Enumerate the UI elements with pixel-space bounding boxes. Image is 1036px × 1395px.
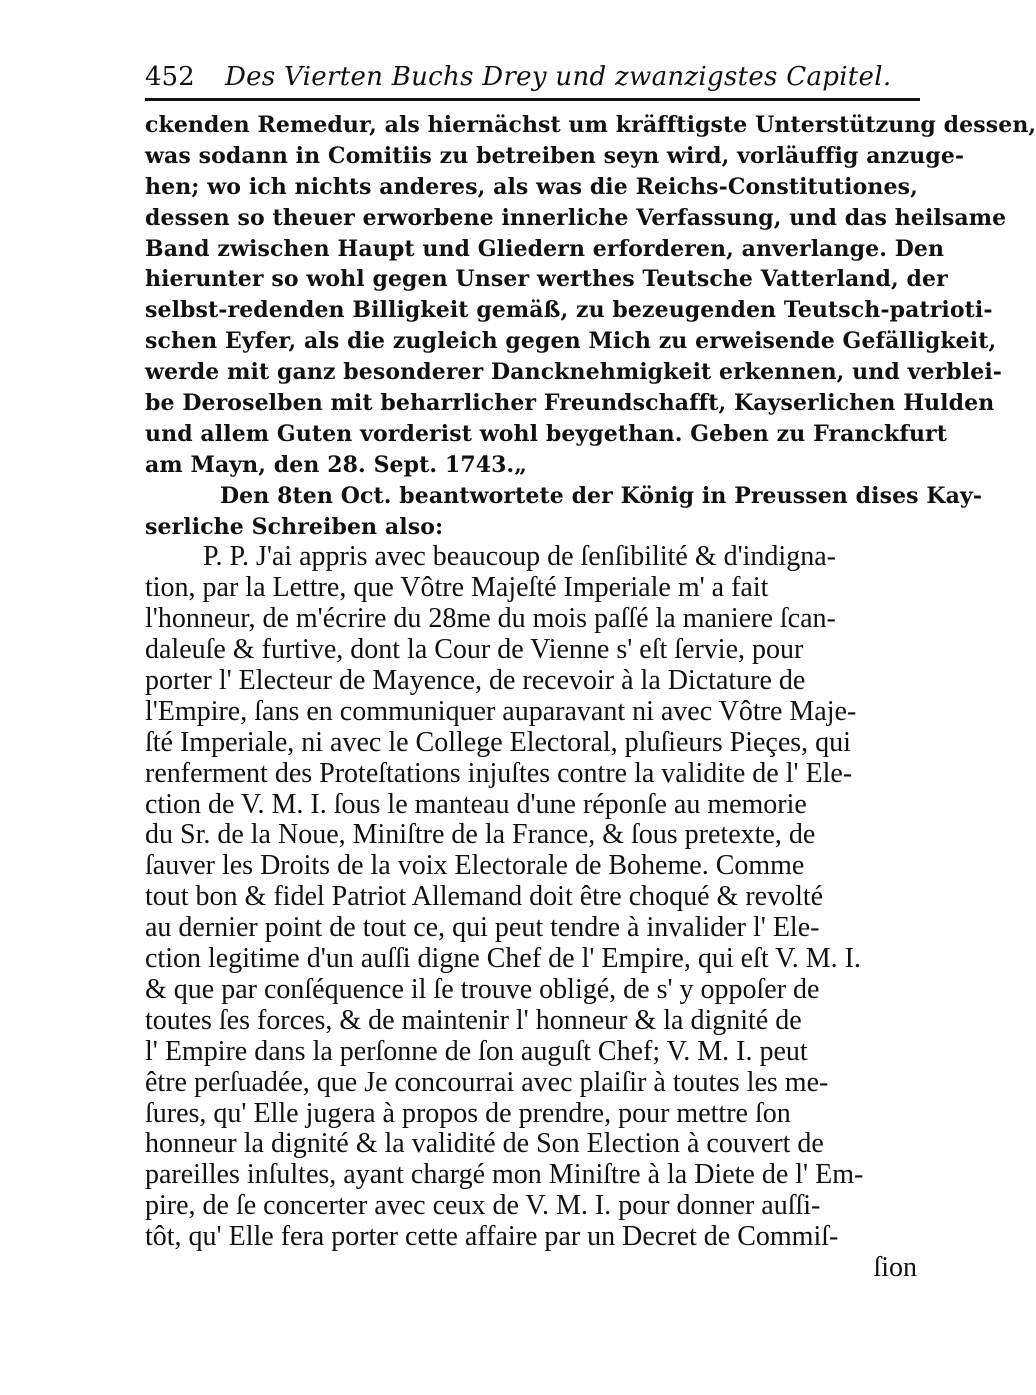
text-line: dessen so theuer erworbene innerliche Verfassung, und das heilsame <box>145 204 1007 231</box>
page-header <box>145 58 925 98</box>
text-line: tout bon & fidel Patriot Allemand doit être choqué & revolté <box>145 881 824 913</box>
text-line: selbst-redenden Billigkeit gemäß, zu bezeugenden Teutsch-patrioti- <box>145 297 993 324</box>
text-line: be Deroselben mit beharrlicher Freundschafft, Kayserlichen Hulden <box>145 390 995 417</box>
text-line: porter l' Electeur de Mayence, de recevoir à la Dictature de <box>145 665 806 697</box>
text-line: tion, par la Lettre, que Vôtre Majeſté Imperiale m' a fait <box>145 572 769 604</box>
text-line: pire, de ſe concerter avec ceux de V. M. I. pour donner auſſi- <box>145 1190 821 1222</box>
text-line: l'Empire, ſans en communiquer auparavant ni avec Vôtre Maje- <box>145 695 857 727</box>
body-text <box>145 110 1036 1284</box>
text-line: hierunter so wohl gegen Unser werthes Teutsche Vatterland, der <box>145 266 948 293</box>
text-line: au dernier point de tout ce, qui peut tendre à invalider l' Ele- <box>145 912 820 944</box>
text-line: Band zwischen Haupt und Gliedern erforderen, anverlange. Den <box>145 235 945 262</box>
text-line: und allem Guten vorderist wohl beygethan. Geben zu Franckfurt <box>145 420 947 447</box>
text-line: werde mit ganz besonderer Dancknehmigkeit erkennen, und verblei- <box>145 359 1003 386</box>
text-line: serliche Schreiben also: <box>145 513 444 540</box>
text-line: Den 8ten Oct. beantwortete der König in Preussen dises Kay- <box>220 482 983 509</box>
text-line: ſauver les Droits de la voix Electorale de Boheme. Comme <box>145 850 805 882</box>
text-line: ckenden Remedur, als hiernächst um kräfftigste Unterstützung dessen, <box>145 112 1036 138</box>
text-line: am Mayn, den 28. Sept. 1743.„ <box>145 451 528 478</box>
text-line: P. P. J'ai appris avec beaucoup de ſenſibilité & d'indigna- <box>203 541 836 573</box>
text-line: hen; wo ich nichts anderes, als was die Reichs-Constitutiones, <box>145 173 918 200</box>
running-head: Des Vierten Buchs Drey und zwanzigstes Capitel. <box>225 62 892 92</box>
text-line: pareilles inſultes, ayant chargé mon Miniſtre à la Diete de l' Em- <box>145 1159 864 1191</box>
text-line: ction legitime d'un auſſi digne Chef de l' Empire, qui eſt V. M. I. <box>145 943 861 975</box>
text-line: ſures, qu' Elle jugera à propos de prendre, pour mettre ſon <box>145 1097 791 1129</box>
text-line: ction de V. M. I. ſous le manteau d'une réponſe au memorie <box>145 788 807 820</box>
text-line: was sodann in Comitiis zu betreiben seyn wird, vorläuffig anzuge- <box>145 142 965 169</box>
catchword-line <box>145 1253 925 1284</box>
text-line: toutes ſes forces, & de maintenir l' honneur & la dignité de <box>145 1004 802 1036</box>
catchword: ſion <box>873 1251 917 1283</box>
text-line: honneur la dignité & la validité de Son Election à couvert de <box>145 1128 824 1160</box>
text-line: & que par conſéquence il ſe trouve obligé, de s' y oppoſer de <box>145 973 820 1005</box>
page-number: 452 <box>145 62 195 92</box>
text-line: daleuſe & furtive, dont la Cour de Vienne s' eſt ſervie, pour <box>145 634 804 666</box>
text-line: l'honneur, de m'écrire du 28me du mois paſſé la maniere ſcan- <box>145 603 836 635</box>
header-rule <box>145 98 920 101</box>
text-line: l' Empire dans la perſonne de ſon auguſt Chef; V. M. I. peut <box>145 1035 808 1067</box>
text-line: ſté Imperiale, ni avec le College Electoral, pluſieurs Pieçes, qui <box>145 726 851 758</box>
text-line: tôt, qu' Elle fera porter cette affaire par un Decret de Commiſ- <box>145 1221 839 1253</box>
text-line: être perſuadée, que Je concourrai avec plaiſir à toutes les me- <box>145 1066 829 1098</box>
text-line: schen Eyfer, als die zugleich gegen Mich zu erweisende Gefälligkeit, <box>145 328 997 355</box>
text-line: du Sr. de la Noue, Miniſtre de la France, & ſous pretexte, de <box>145 819 816 851</box>
text-line: renferment des Proteſtations injuſtes contre la validite de l' Ele- <box>145 757 853 789</box>
